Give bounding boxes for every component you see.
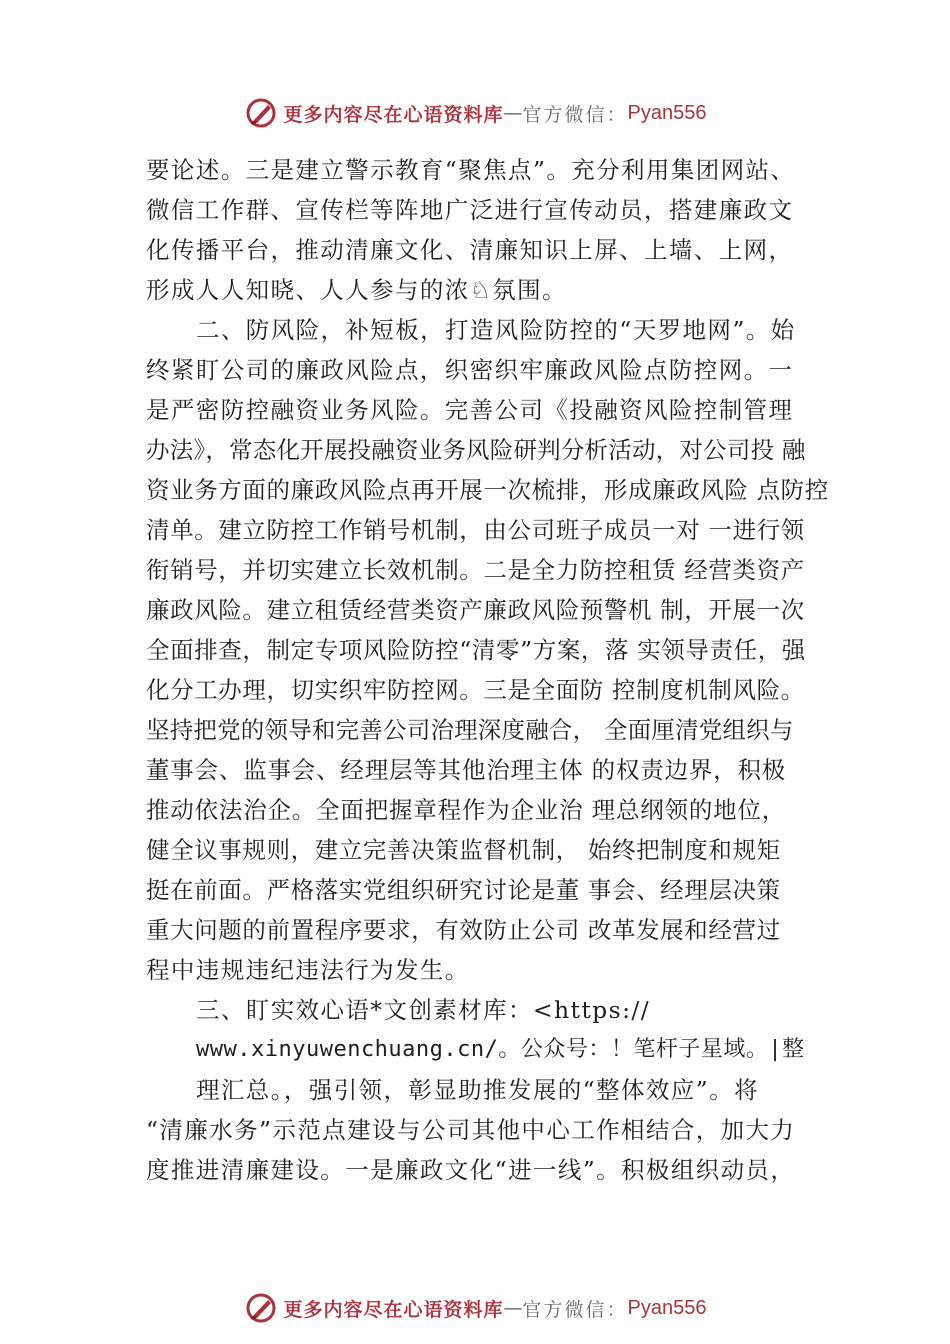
brush-seal-logo-icon	[244, 1291, 278, 1325]
watermark-wechat-label: 官方微信：	[522, 1298, 628, 1321]
text-line: 清单。建立防控工作销号机制，由公司班子成员一对 一进行领	[146, 516, 805, 544]
text-line: 廉政风险。建立租赁经营类资产廉政风险预警机 制，开展一次	[146, 596, 805, 624]
text-line: 形成人人知晓、人人参与的浓♘氛围。	[146, 276, 567, 304]
text-line: “清廉水务”示范点建设与公司其他中心工作相结合，加大力	[146, 1116, 796, 1144]
brush-seal-logo-icon	[244, 96, 278, 130]
text-line: www.xinyuwenchuang.cn/。公众号：！笔杆子星域。|整	[196, 1037, 805, 1062]
watermark-wechat-id: Pyan556	[627, 1296, 707, 1319]
text-line: 办法》，常态化开展投融资业务风险研判分析活动，对公司投 融	[146, 436, 806, 464]
footer-watermark	[0, 1288, 950, 1328]
watermark-separator: —	[503, 102, 523, 124]
text-line: 理汇总。，强引领，彰显助推发展的“整体效应”。将	[196, 1076, 759, 1104]
header-watermark	[0, 93, 950, 133]
text-line: 推动依法治企。全面把握章程作为企业治 理总纲领的地位，	[146, 796, 787, 824]
text-line: 衔销号，并切实建立长效机制。二是全力防控租赁 经营类资产	[146, 556, 805, 584]
text-line: 二、防风险，补短板，打造风险防控的“天罗地网”。始	[196, 316, 796, 344]
watermark-wechat-label: 官方微信：	[522, 103, 628, 126]
text-line: 化分工办理，切实织牢防控网。三是全面防 控制度机制风险。	[146, 676, 805, 704]
text-line: 重大问题的前置程序要求，有效防止公司 改革发展和经营过	[146, 916, 781, 944]
watermark-site-text: 更多内容尽在心语资料库	[283, 103, 504, 126]
watermark-wechat-id: Pyan556	[627, 101, 707, 124]
text-line: 三、盯实效心语*文创素材库：<https://	[196, 996, 651, 1024]
text-line: 化传播平台，推动清廉文化、清廉知识上屏、上墙、上网，	[146, 236, 794, 264]
watermark-separator: —	[503, 1297, 523, 1319]
text-line: 全面排查，制定专项风险防控“清零”方案，落 实领导责任，强	[146, 636, 806, 664]
text-line: 董事会、监事会、经理层等其他治理主体 的权责边界，积极	[146, 756, 787, 784]
text-line: 度推进清廉建设。一是廉政文化“进一线”。积极组织动员，	[146, 1156, 796, 1184]
text-line: 程中违规违纪违法行为发生。	[146, 956, 470, 984]
watermark-site-text: 更多内容尽在心语资料库	[283, 1298, 504, 1321]
text-line: 要论述。三是建立警示教育“聚焦点”。充分利用集团网站、	[146, 156, 796, 184]
text-line: 资业务方面的廉政风险点再开展一次梳排，形成廉政风险 点防控	[146, 476, 829, 504]
text-line: 挺在前面。严格落实党组织研究讨论是董 事会、经理层决策	[146, 876, 781, 904]
text-line: 坚持把党的领导和完善公司治理深度融合， 全面厘清党组织与	[146, 716, 794, 744]
text-line: 终紧盯公司的廉政风险点，织密织牢廉政风险点防控网。一	[146, 356, 794, 384]
text-line: 健全议事规则，建立完善决策监督机制， 始终把制度和规矩	[146, 836, 781, 864]
text-line: 微信工作群、宣传栏等阵地广泛进行宣传动员，搭建廉政文	[146, 196, 794, 224]
text-line: 是严密防控融资业务风险。完善公司《投融资风险控制管理	[146, 396, 794, 424]
